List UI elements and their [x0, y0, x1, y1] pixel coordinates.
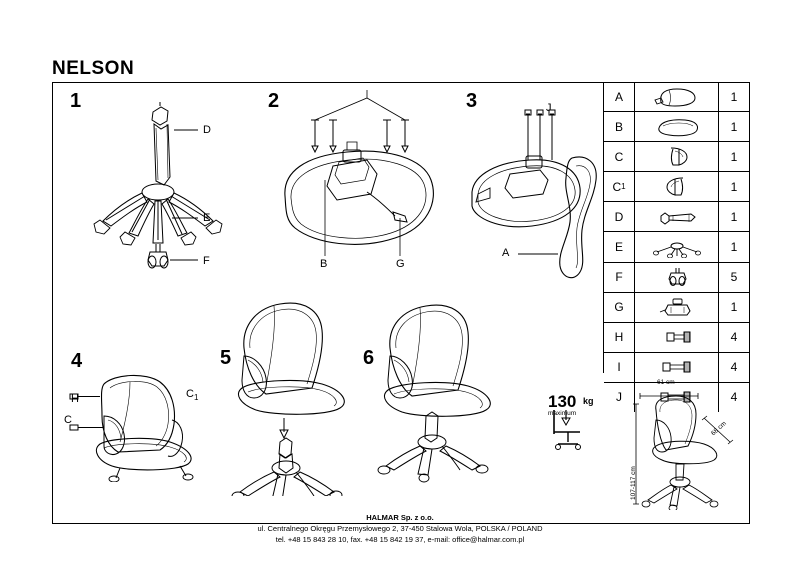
- part-qty: 1: [730, 209, 738, 224]
- dimension-width-label: 61 cm: [657, 379, 675, 386]
- step-4-label-c: C: [64, 414, 72, 426]
- parts-row-c1: [604, 172, 749, 202]
- step-6-illustration: [368, 300, 528, 500]
- bolt-short-icon: [635, 323, 719, 352]
- gas-lift-icon: [635, 202, 719, 231]
- part-qty: 4: [730, 330, 738, 345]
- part-code: H: [604, 323, 635, 352]
- step-number-3: 3: [466, 90, 478, 112]
- parts-row-d: [604, 202, 749, 232]
- step-1-label-d: D: [203, 124, 211, 136]
- armrest-right-icon: [635, 172, 719, 201]
- part-code: F: [604, 263, 635, 292]
- mechanism-icon: [635, 293, 719, 322]
- parts-row-a: [604, 82, 749, 112]
- part-qty: 1: [730, 179, 738, 194]
- step-2-label-b: B: [320, 258, 328, 270]
- step-number-5: 5: [220, 347, 232, 369]
- parts-row-g: [604, 293, 749, 323]
- caster-wheel-icon: [635, 263, 719, 292]
- part-qty: 4: [730, 360, 738, 375]
- part-qty: 5: [730, 270, 738, 285]
- bolt-medium-icon: [635, 353, 719, 382]
- page-title: NELSON: [52, 58, 135, 79]
- step-4-label-h: H: [71, 393, 79, 405]
- parts-row-h: [604, 323, 749, 353]
- step-3-illustration: [460, 96, 605, 296]
- part-code: C 1: [604, 172, 635, 201]
- step-number-1: 1: [70, 90, 82, 112]
- part-code: I: [604, 353, 635, 382]
- max-weight-unit: kg: [583, 396, 594, 406]
- footer-contact: tel. +48 15 843 28 10, fax. +48 15 842 19 37, e-mail: office@halmar.com.pl: [275, 535, 525, 544]
- step-1-label-e: E: [203, 212, 211, 224]
- footer-company: HALMAR Sp. z o.o.: [366, 513, 434, 522]
- step-2-label-g: G: [396, 258, 405, 270]
- step-1-label-f: F: [203, 255, 210, 267]
- bolt-long-icon: [635, 383, 719, 412]
- step-3-label-a: A: [502, 247, 510, 259]
- part-qty: 1: [730, 300, 738, 315]
- part-qty: 4: [730, 390, 738, 405]
- dimension-depth-label: 68 cm: [710, 420, 728, 438]
- max-weight-note: maximum: [548, 410, 577, 417]
- weight-chair-icon: [540, 388, 600, 458]
- part-code: J: [604, 383, 635, 412]
- step-4-label-c1: $C_1$: [186, 388, 199, 403]
- parts-row-j: [604, 383, 749, 412]
- step-5-illustration: [222, 296, 382, 496]
- parts-row-f: [604, 263, 749, 293]
- part-qty: 1: [730, 240, 738, 255]
- step-3-label-j: J: [546, 102, 552, 114]
- part-code: E: [604, 232, 635, 261]
- dimension-height-label: 107-117 cm: [630, 466, 637, 500]
- parts-row-e: [604, 232, 749, 262]
- parts-row-i: [604, 353, 749, 383]
- step-2-illustration: [255, 88, 465, 278]
- seat-shell-icon: [635, 112, 719, 141]
- part-qty: 1: [730, 119, 738, 134]
- part-qty: 1: [730, 89, 738, 104]
- part-code: C: [604, 142, 635, 171]
- step-number-2: 2: [268, 90, 280, 112]
- footer-address: ul. Centralnego Okręgu Przemysłowego 2, 37-450 Stalowa Wola, POLSKA / POLAND: [257, 524, 543, 533]
- base-star-icon: [635, 232, 719, 261]
- part-code: G: [604, 293, 635, 322]
- part-code: D: [604, 202, 635, 231]
- part-code: B: [604, 112, 635, 141]
- footer: [0, 512, 800, 545]
- part-qty: 1: [730, 149, 738, 164]
- parts-row-c: [604, 142, 749, 172]
- backrest-shell-icon: [635, 82, 719, 111]
- step-number-4: 4: [71, 350, 83, 372]
- armrest-left-icon: [635, 142, 719, 171]
- max-weight-value: 130: [548, 392, 577, 411]
- parts-row-b: [604, 112, 749, 142]
- step-number-6: 6: [363, 347, 375, 369]
- part-code: A: [604, 82, 635, 111]
